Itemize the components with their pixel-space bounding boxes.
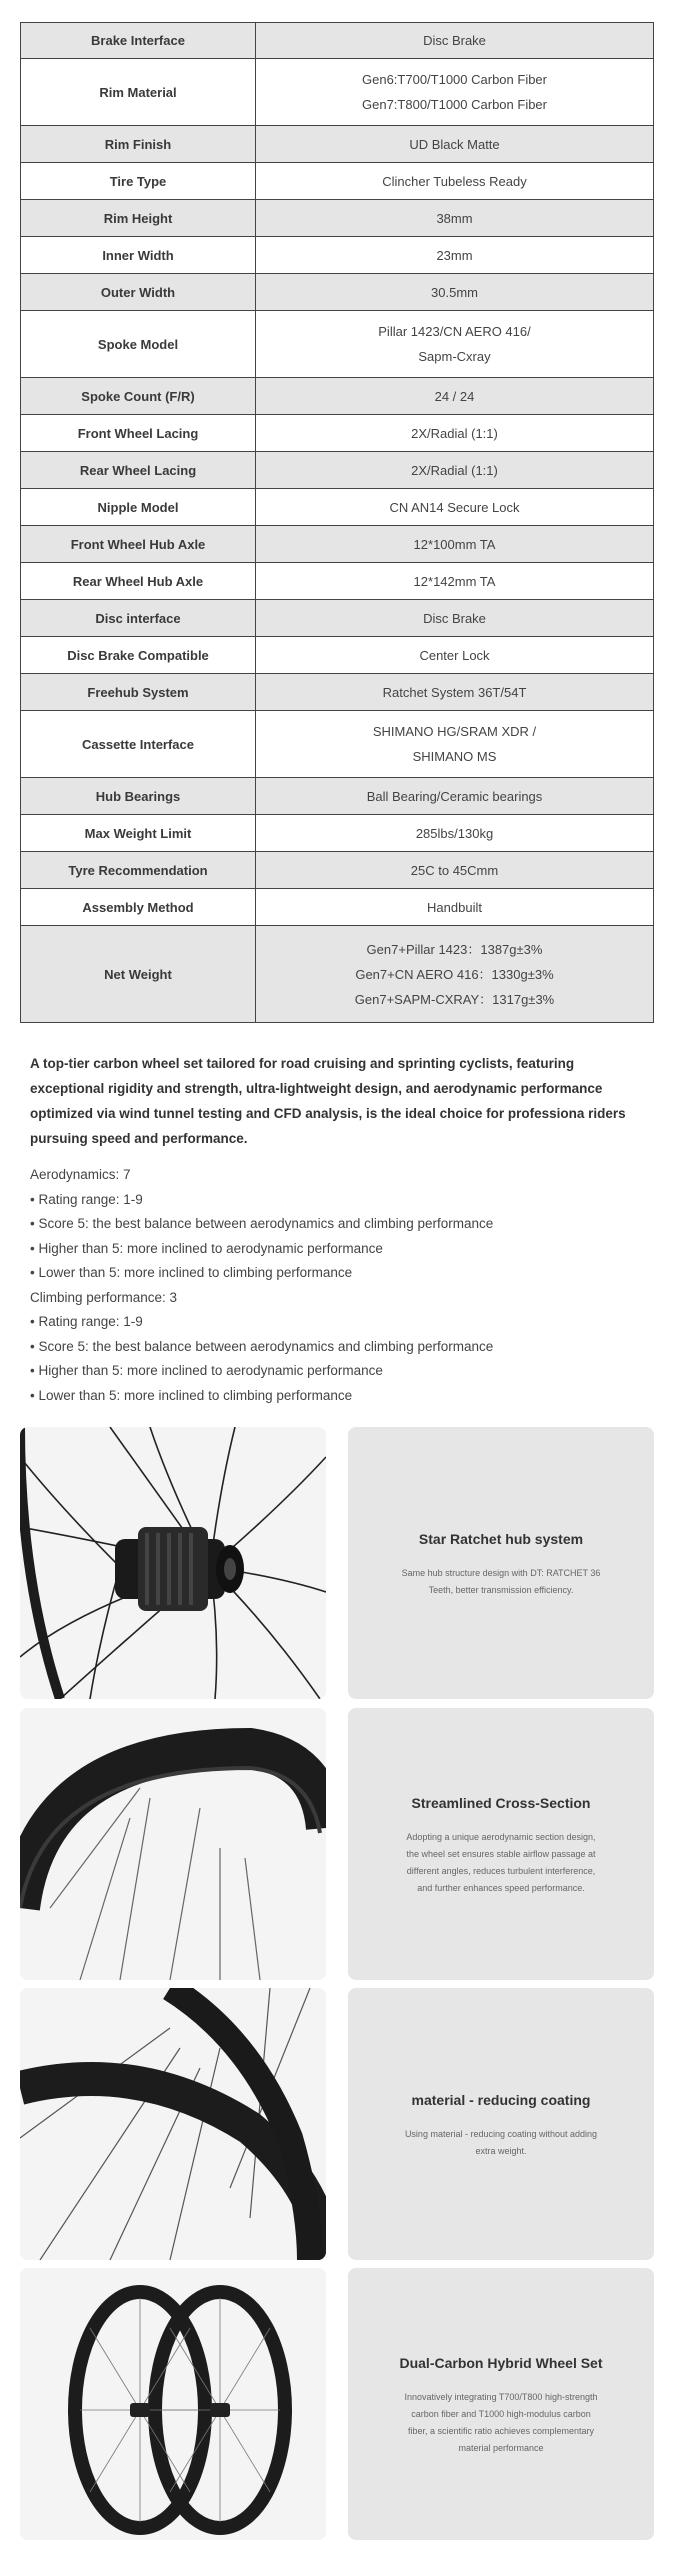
rating-bullet: • Score 5: the best balance between aerodynamics and climbing performance	[30, 1338, 494, 1354]
spec-row	[21, 126, 654, 163]
spec-label: Rim Finish	[21, 126, 256, 163]
spec-row	[21, 163, 654, 200]
spec-label: Disc Brake Compatible	[21, 637, 256, 674]
spec-value	[256, 852, 654, 889]
spec-value-line: 2X/Radial (1:1)	[411, 462, 498, 478]
spec-value	[256, 600, 654, 637]
spec-label: Rear Wheel Hub Axle	[21, 563, 256, 600]
spec-label: Tire Type	[21, 163, 256, 200]
spec-value-line: 38mm	[436, 210, 473, 226]
spec-value-line: 23mm	[436, 247, 473, 263]
spec-table-body	[21, 23, 654, 1023]
spec-label: Spoke Model	[21, 311, 256, 378]
rating-bullet: • Lower than 5: more inclined to climbing performance	[30, 1265, 353, 1280]
spec-label: Assembly Method	[21, 889, 256, 926]
feature-dual-carbon	[20, 2268, 654, 2540]
rating-list	[30, 1163, 650, 1408]
spec-value-line: Gen7+Pillar 1423：1387g±3%	[366, 941, 543, 957]
spec-value	[256, 889, 654, 926]
spec-value-line: 285lbs/130kg	[415, 825, 494, 841]
hub-photo	[20, 1427, 326, 1699]
spec-label: Hub Bearings	[21, 778, 256, 815]
spec-label: Rim Material	[21, 59, 256, 126]
spec-row	[21, 563, 654, 600]
spec-value-line: 2X/Radial (1:1)	[411, 425, 498, 441]
feature-hub	[20, 1427, 654, 1699]
feature-card-cross-section	[348, 1708, 654, 1980]
spec-row	[21, 889, 654, 926]
rating-bullet: • Rating range: 1-9	[30, 1191, 143, 1207]
feature-description: Adopting a unique aerodynamic section design, the wheel set ensures stable airflow passage at different angles, reduces turbulent interference, and further enhances speed performance.	[406, 1832, 596, 1893]
spec-value	[256, 815, 654, 852]
spec-value-line: 12*142mm TA	[413, 573, 496, 589]
spec-label: Rear Wheel Lacing	[21, 452, 256, 489]
spec-value-line: Gen6:T700/T1000 Carbon Fiber	[362, 72, 547, 87]
spec-row	[21, 778, 654, 815]
spec-value	[256, 674, 654, 711]
rim-coating-photo	[20, 1988, 326, 2260]
spec-value	[256, 926, 654, 1023]
spec-row	[21, 415, 654, 452]
rating-bullet: • Rating range: 1-9	[30, 1314, 143, 1329]
spec-value-line: SHIMANO HG/SRAM XDR /	[372, 724, 537, 739]
wheelset-photo	[20, 2268, 326, 2540]
spec-row	[21, 489, 654, 526]
spec-label: Disc interface	[21, 600, 256, 637]
spec-value-line: Gen7+CN AERO 416：1330g±3%	[355, 966, 554, 982]
spec-value	[256, 563, 654, 600]
rating-bullet: • Higher than 5: more inclined to aerodynamic performance	[30, 1363, 383, 1378]
spec-value	[256, 126, 654, 163]
feature-title: material - reducing coating	[411, 2092, 591, 2108]
spec-label: Front Wheel Hub Axle	[21, 526, 256, 563]
spec-row	[21, 311, 654, 378]
spec-value-line: Center Lock	[419, 647, 490, 663]
spec-row	[21, 237, 654, 274]
spec-label: Outer Width	[21, 274, 256, 311]
spec-row	[21, 23, 654, 59]
product-description	[30, 1051, 650, 1408]
spec-value-line: SHIMANO MS	[412, 749, 497, 764]
spec-value	[256, 163, 654, 200]
spec-label: Rim Height	[21, 200, 256, 237]
spec-value-line: Handbuilt	[427, 899, 482, 915]
spec-label: Freehub System	[21, 674, 256, 711]
spec-label: Tyre Recommendation	[21, 852, 256, 889]
rating-heading: Climbing performance: 3	[30, 1289, 178, 1305]
spec-value-line: Pillar 1423/CN AERO 416/	[378, 324, 531, 339]
spec-label: Inner Width	[21, 237, 256, 274]
spec-row	[21, 59, 654, 126]
feature-description: Same hub structure design with DT: RATCHET 36 Teeth, better transmission efficiency.	[401, 1568, 601, 1595]
spec-value-line: Clincher Tubeless Ready	[382, 173, 527, 189]
spec-row	[21, 526, 654, 563]
spec-value-line: Gen7+SAPM-CXRAY：1317g±3%	[354, 991, 555, 1007]
spec-row	[21, 852, 654, 889]
feature-title: Star Ratchet hub system	[418, 1531, 584, 1547]
description-lead: A top-tier carbon wheel set tailored for road cruising and sprinting cyclists, featuring exceptional rigidity and strength, ultra-lightweight design, and aerodynamic performance optimized via wind tunnel testing and CFD analysis, is the ideal choice for professiona riders pursuing speed and performance.	[30, 1056, 626, 1146]
spec-value	[256, 200, 654, 237]
spec-value-line: Sapm-Cxray	[418, 349, 491, 364]
spec-label: Spoke Count (F/R)	[21, 378, 256, 415]
spec-value	[256, 59, 654, 126]
feature-cross-section	[20, 1708, 654, 1980]
spec-value-line: 12*100mm TA	[413, 536, 496, 552]
feature-title: Streamlined Cross-Section	[411, 1795, 591, 1811]
spec-value-line: UD Black Matte	[409, 136, 500, 152]
spec-value	[256, 526, 654, 563]
spec-value	[256, 237, 654, 274]
feature-description: Innovatively integrating T700/T800 high-strength carbon fiber and T1000 high-modulus carbon fiber, a scientific ratio achieves complementary material performance	[404, 2392, 598, 2453]
spec-value-line: 25C to 45Cmm	[410, 862, 499, 878]
spec-value-line: Gen7:T800/T1000 Carbon Fiber	[362, 97, 547, 112]
spec-value-line: Disc Brake	[423, 33, 486, 48]
rating-bullet: • Higher than 5: more inclined to aerodynamic performance	[30, 1240, 383, 1256]
rating-heading: Aerodynamics: 7	[30, 1167, 131, 1182]
feature-card-coating	[348, 1988, 654, 2260]
spec-label: Cassette Interface	[21, 711, 256, 778]
rating-bullet: • Score 5: the best balance between aerodynamics and climbing performance	[30, 1216, 494, 1231]
spec-row	[21, 637, 654, 674]
spec-label: Front Wheel Lacing	[21, 415, 256, 452]
spec-label: Brake Interface	[21, 23, 256, 59]
spec-row	[21, 674, 654, 711]
spec-row	[21, 600, 654, 637]
feature-card-hub	[348, 1427, 654, 1699]
spec-value	[256, 489, 654, 526]
feature-card-dual-carbon	[348, 2268, 654, 2540]
rating-bullet: • Lower than 5: more inclined to climbing performance	[30, 1387, 353, 1403]
spec-row	[21, 452, 654, 489]
spec-value	[256, 378, 654, 415]
spec-value	[256, 311, 654, 378]
spec-value-line: CN AN14 Secure Lock	[389, 499, 520, 515]
spec-row	[21, 274, 654, 311]
rim-section-photo	[20, 1708, 326, 1980]
spec-row	[21, 200, 654, 237]
spec-row	[21, 378, 654, 415]
spec-label: Nipple Model	[21, 489, 256, 526]
spec-row	[21, 815, 654, 852]
feature-description: Using material - reducing coating without adding extra weight.	[404, 2129, 598, 2156]
spec-label: Max Weight Limit	[21, 815, 256, 852]
spec-row	[21, 926, 654, 1023]
spec-label: Net Weight	[21, 926, 256, 1023]
spec-value-line: Ball Bearing/Ceramic bearings	[366, 788, 543, 804]
spec-value	[256, 637, 654, 674]
spec-value-line: 24 / 24	[434, 388, 475, 404]
spec-row	[21, 711, 654, 778]
spec-value	[256, 274, 654, 311]
spec-value	[256, 778, 654, 815]
spec-value	[256, 452, 654, 489]
spec-value	[256, 711, 654, 778]
spec-value	[256, 23, 654, 59]
feature-coating	[20, 1988, 654, 2260]
spec-value-line: Ratchet System 36T/54T	[382, 684, 527, 700]
feature-title: Dual-Carbon Hybrid Wheel Set	[399, 2355, 603, 2371]
spec-table	[20, 22, 654, 1023]
spec-value	[256, 415, 654, 452]
spec-value-line: Disc Brake	[423, 610, 486, 626]
spec-value-line: 30.5mm	[431, 284, 478, 300]
